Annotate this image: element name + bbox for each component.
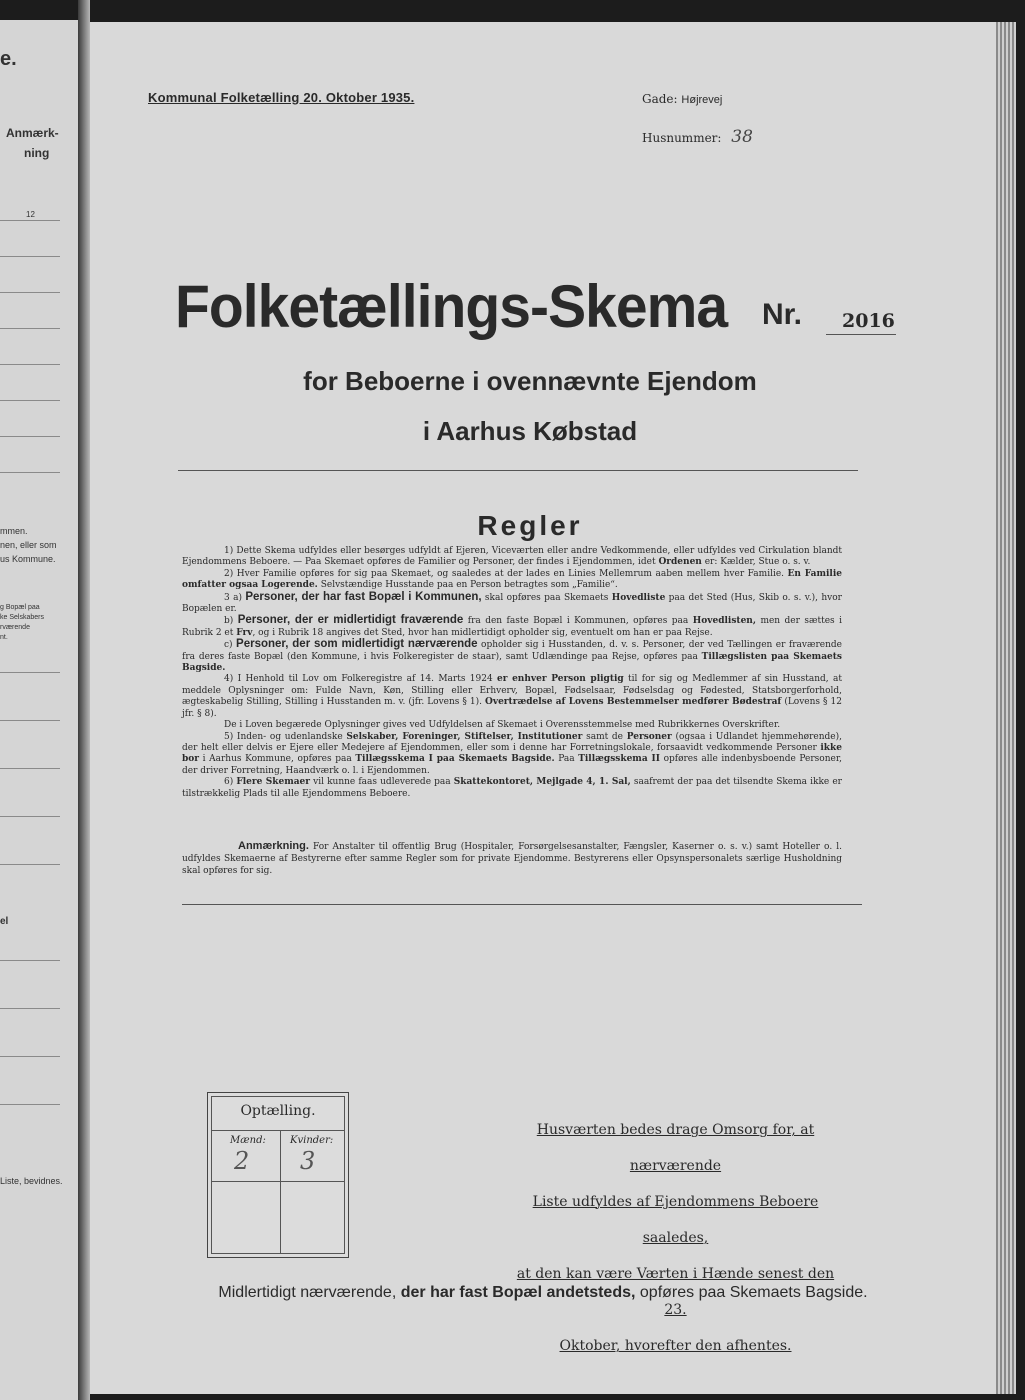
- left-page-fragment: [0, 20, 78, 1400]
- count-box-separator: [212, 1130, 344, 1131]
- notice-line: Oktober, hvorefter den afhentes.: [559, 1338, 792, 1354]
- form-number-label: Nr.: [762, 298, 803, 331]
- left-fragment-text: el: [0, 916, 9, 927]
- rule-3b: b) Personer, der er midlertidigt fraværende fra den faste Bopæl i Kommunen, opføres paa Hovedlisten, men der sættes i Rubrik 2 et Frv, og i Rubrik 18 angives det Sted, hvor han midlertidigt opholder sig, eventuelt om han er paa Rejse.: [182, 614, 842, 638]
- rule-4-cont: De i Loven begærede Oplysninger gives ved Udfyldelsen af Skemaet i Overensstemmelse med Rubrikkernes Overskrifter.: [224, 720, 781, 731]
- count-box-column-divider: [280, 1130, 281, 1253]
- left-fragment-text: mmen.: [0, 526, 28, 536]
- women-label: Kvinder:: [290, 1135, 334, 1146]
- left-rule: [0, 672, 60, 673]
- count-box-separator: [212, 1181, 344, 1182]
- form-title: Folketællings-Skema: [175, 273, 728, 340]
- left-fragment-text: Anmærk-: [6, 126, 59, 140]
- house-number-field: [642, 127, 753, 147]
- street-field: [642, 92, 722, 106]
- left-rule: [0, 328, 60, 329]
- left-fragment-text: ning: [24, 146, 50, 160]
- divider: [178, 470, 858, 471]
- landlord-notice: [508, 1112, 843, 1364]
- footer-text-bold: der har fast Bopæl andetsteds,: [400, 1284, 636, 1301]
- left-rule: [0, 400, 60, 401]
- left-rule: [0, 1008, 60, 1009]
- street-label: Gade:: [642, 92, 678, 106]
- rule-2: 2) Hver Familie opføres for sig paa Skemaet, og saaledes at der lades en Linies Mellemrum aaben mellem hver Familie. En Familie omfatter ogsaa Logerende. Selvstændige Husstande paa en Person betragtes som „Familie“.: [182, 568, 842, 591]
- form-subtitle-city: i Aarhus Købstad: [422, 416, 638, 446]
- women-count: 3: [300, 1147, 316, 1175]
- left-fragment-text: us Kommune.: [0, 554, 56, 564]
- left-rule: [0, 720, 60, 721]
- left-fragment-text: g Bopæl paa: [0, 604, 40, 611]
- count-box-title: Optælling.: [240, 1103, 316, 1119]
- book-binding: [78, 0, 90, 1400]
- left-rule: [0, 472, 60, 473]
- note-paragraph: [182, 840, 842, 877]
- left-fragment-text: nen, eller som: [0, 540, 57, 550]
- form-number-value: 2016: [842, 310, 895, 332]
- footer-note: [90, 1284, 996, 1302]
- rule-5: 5) Inden- og udenlandske Selskaber, Foreninger, Stiftelser, Institutioner samt de Personer (ogsaa i Udlandet hjemmehørende), der helt eller delvis er Ejere eller Medejere af Ejendommen, eller som i denne har Forretningslokale, forsaavidt vedkommende Personer ikke bor i Aarhus Kommune, opføres paa Tillægsskema I paa Skemaets Bagside. Paa Tillægsskema II opføres alle indenbysboende Personer, der driver Forretning, Haandværk o. l. i Ejendommen.: [182, 731, 842, 776]
- rules-text: [182, 546, 842, 800]
- left-fragment-text: e.: [0, 48, 17, 70]
- left-rule: [0, 816, 60, 817]
- left-fragment-text: 12: [26, 210, 35, 219]
- footer-text: Midlertidigt nærværende,: [218, 1284, 397, 1301]
- left-fragment-text: ke Selskabers: [0, 614, 44, 621]
- divider: [182, 904, 862, 905]
- page-stack-edge: [996, 22, 1016, 1394]
- left-fragment-text: rværende: [0, 624, 30, 631]
- rule-3a: 3 a) Personer, der har fast Bopæl i Kommunen, skal opføres paa Skemaets Hovedliste paa det Sted (Hus, Skib o. s. v.), hvor Bopælen er.: [182, 590, 842, 615]
- left-rule: [0, 864, 60, 865]
- census-header: Kommunal Folketælling 20. Oktober 1935.: [148, 90, 415, 105]
- left-rule: [0, 292, 60, 293]
- note-label: Anmærkning.: [238, 840, 309, 852]
- rule-3c: c) Personer, der som midlertidigt nærværende opholder sig i Husstanden, d. v. s. Personer, der ved Tællingen er fraværende fra deres faste Bopæl (den Kommune, i hvis Folkeregister de staar), samt Udlændinge paa Rejse, opføres paa Tillægslisten paa Skemaets Bagside.: [182, 638, 842, 674]
- notice-line: Liste udfyldes af Ejendommens Beboere saaledes,: [532, 1194, 819, 1246]
- notice-line: Husværten bedes drage Omsorg for, at nærværende: [536, 1122, 815, 1174]
- left-rule: [0, 768, 60, 769]
- street-value: Højrevej: [681, 94, 723, 106]
- men-label: Mænd:: [230, 1135, 266, 1146]
- count-box: [207, 1092, 349, 1258]
- house-number-value: 38: [731, 127, 753, 147]
- notice-line: at den kan være Værten i Hænde senest den 23.: [516, 1266, 835, 1318]
- left-rule: [0, 1056, 60, 1057]
- left-rule: [0, 436, 60, 437]
- census-form-page: [90, 22, 996, 1394]
- left-rule: [0, 220, 60, 221]
- footer-text: opføres paa Skemaets Bagside.: [639, 1284, 868, 1301]
- left-rule: [0, 1104, 60, 1105]
- left-rule: [0, 364, 60, 365]
- left-fragment-text: Liste, bevidnes.: [0, 1176, 63, 1186]
- rule-6: 6) Flere Skemaer vil kunne faas udleverede paa Skattekontoret, Mejlgade 4, 1. Sal, saafremt der paa det tilsendte Skema ikke er tilstrækkelig Plads til alle Ejendommens Beboere.: [182, 777, 842, 799]
- men-count: 2: [234, 1147, 250, 1175]
- number-underline: [826, 334, 896, 335]
- house-number-label: Husnummer:: [642, 131, 722, 145]
- rule-4: 4) I Henhold til Lov om Folkeregistre af 14. Marts 1924 er enhver Person pligtig til for sig og Medlemmer af sin Husstand, at meddele Oplysninger om: Fulde Navn, Køn, Stilling eller Erhverv, Bopæl, Fødselsaar, Fødselsdag og Fødested, Statsborgerforhold, ægteskabelig Stilling, Stilling i Husstanden m. v. (jfr. Lovens § 1). Overtrædelse af Lovens Bestemmelser medfører Bødestraf (Lovens § 12 jfr. § 8).: [182, 674, 842, 719]
- left-fragment-text: nt.: [0, 634, 8, 641]
- count-box-inner: [211, 1096, 345, 1254]
- left-rule: [0, 960, 60, 961]
- form-subtitle: for Beboerne i ovennævnte Ejendom: [303, 366, 757, 396]
- note-text: For Anstalter til offentlig Brug (Hospitaler, Forsørgelsesanstalter, Fængsler, Kaserner o. s. v.) samt Hoteller o. l. udfyldes Skemaerne af Bestyrerne efter samme Regler som for private Ejendomme. Bestyrerens eller Opsynspersonalets særlige Husholdning skal opføres for sig.: [182, 842, 842, 876]
- left-rule: [0, 256, 60, 257]
- rules-heading: Regler: [477, 510, 583, 541]
- rule-1: 1) Dette Skema udfyldes eller besørges udfyldt af Ejeren, Viceværten eller andre Vedkommende, eller udfyldes ved Cirkulation blandt Ejendommens Beboere. — Paa Skemaet opføres de Familier og Personer, der findes i Ejendommen, idet Ordenen er: Kælder, Stue o. s. v.: [182, 546, 842, 568]
